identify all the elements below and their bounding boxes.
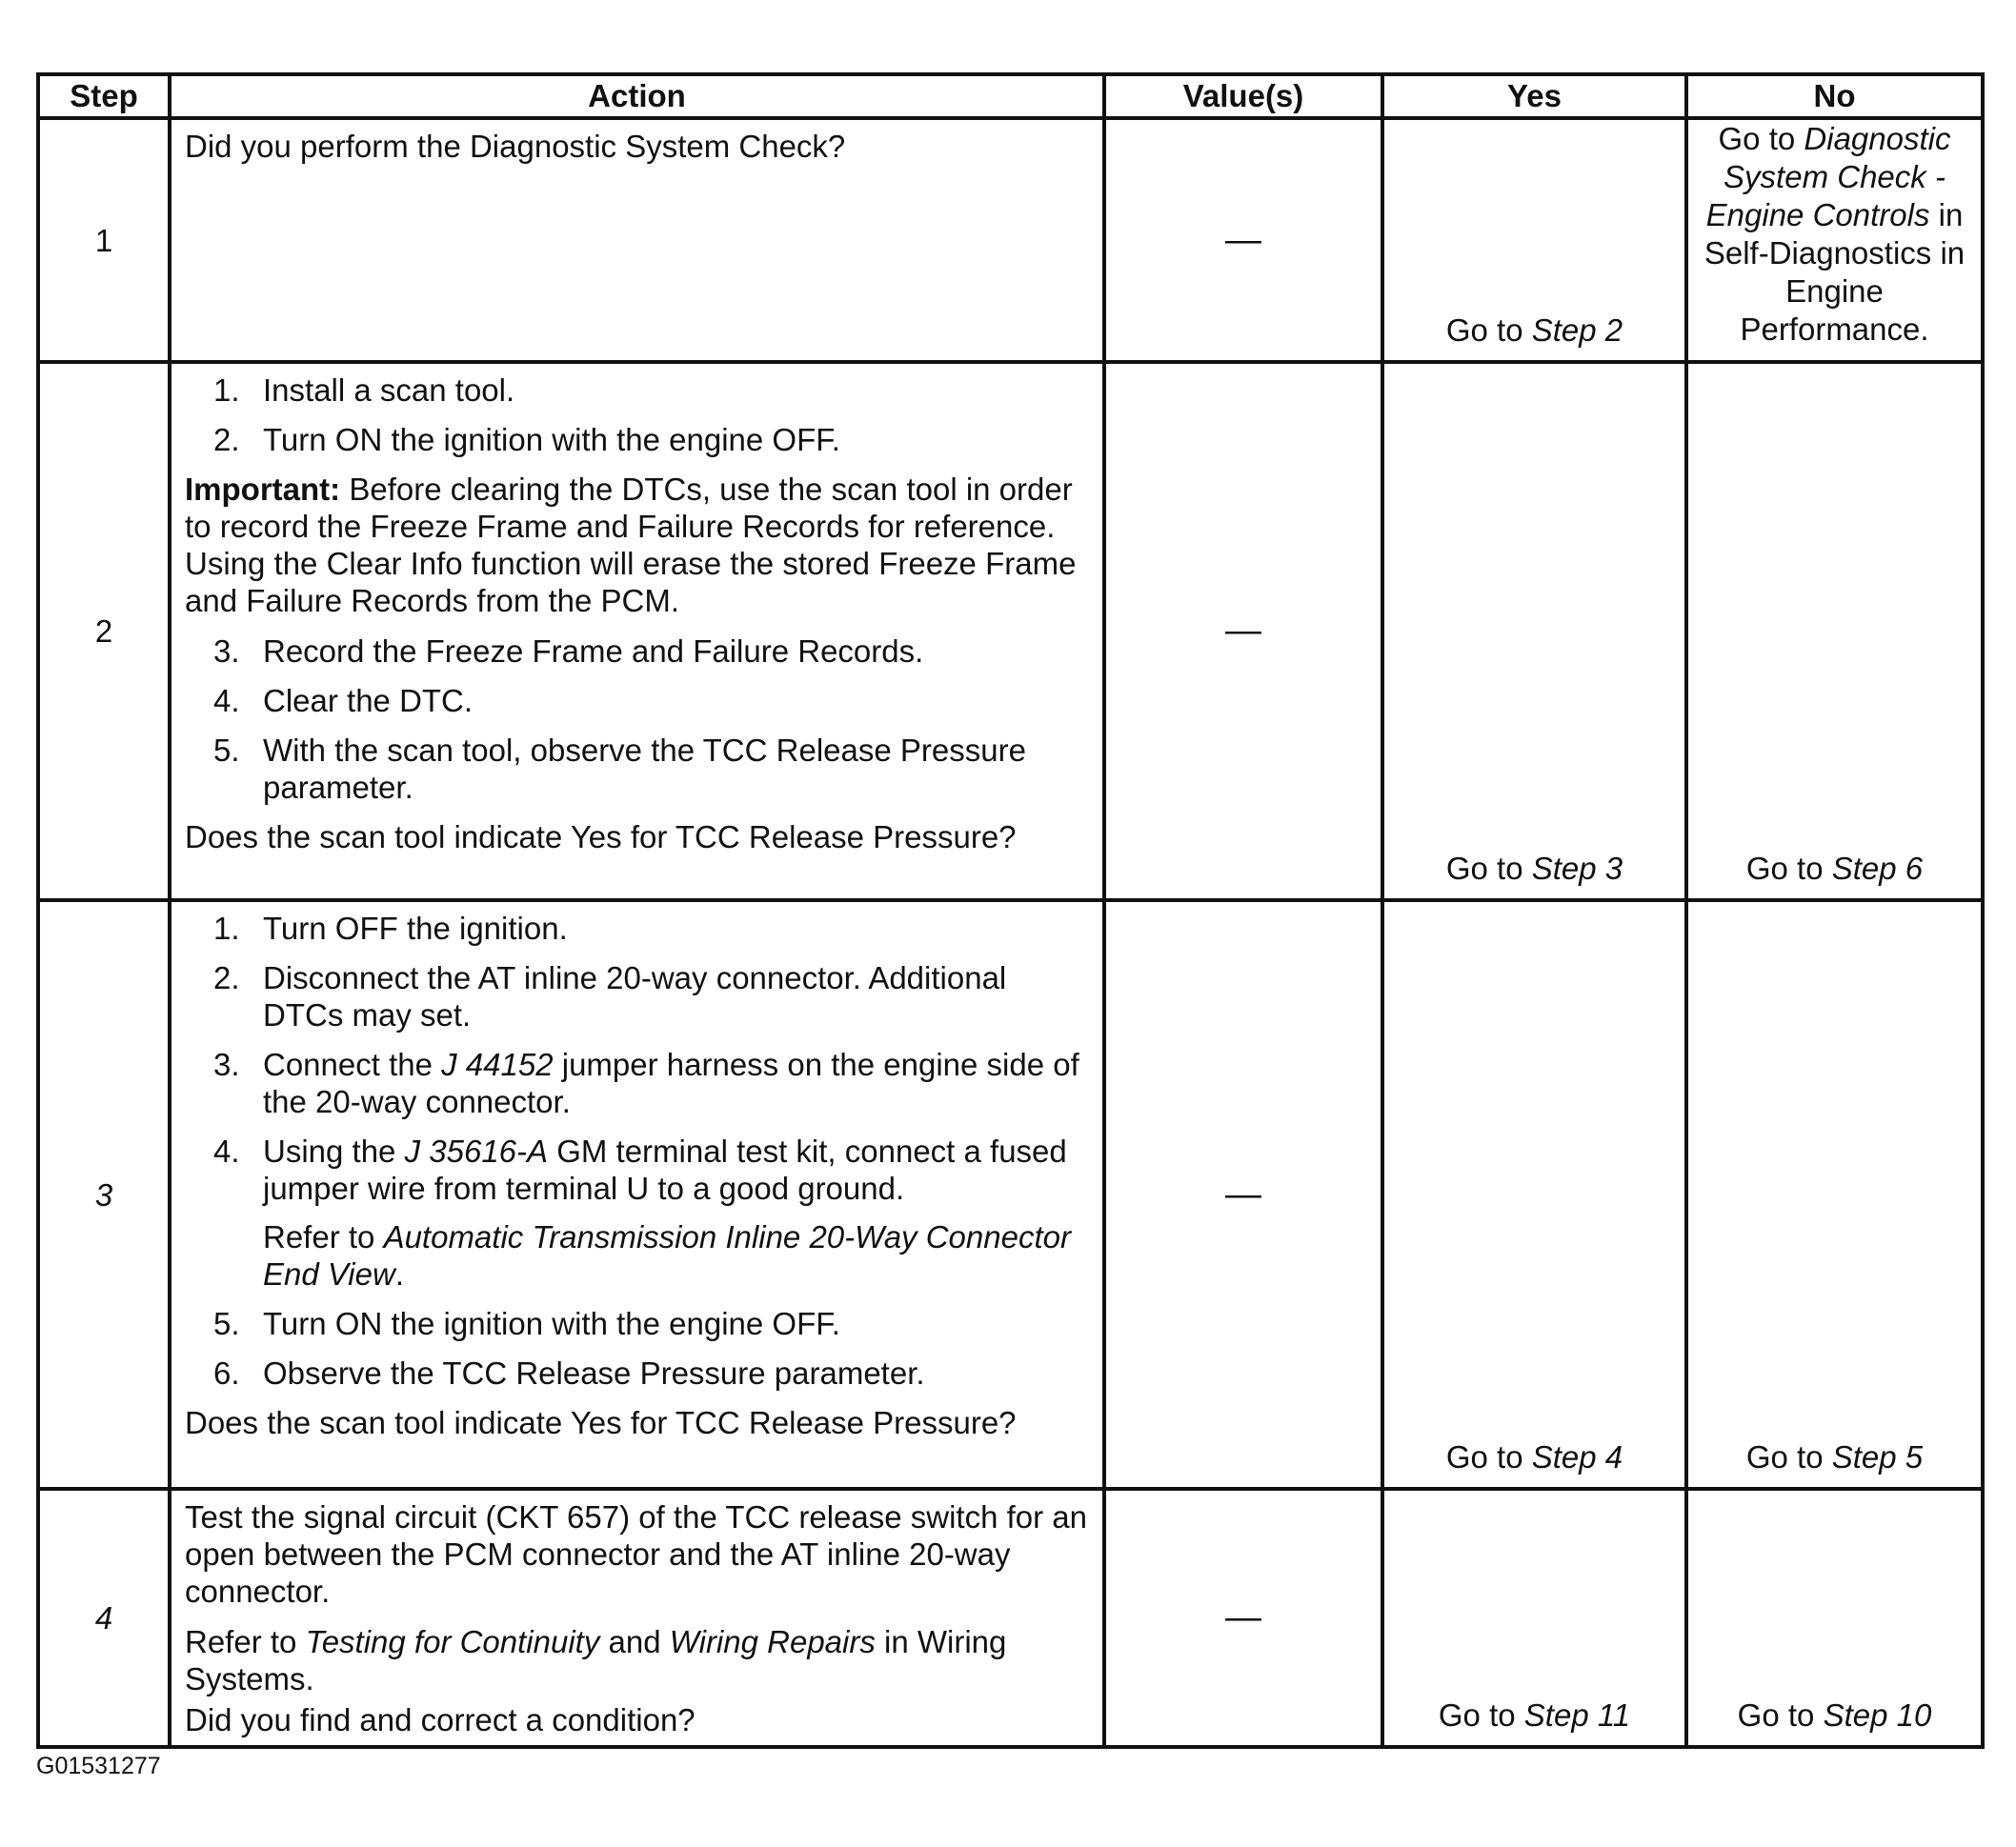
yes-cell	[1382, 900, 1686, 1489]
no-step-link[interactable]: Step 6	[1831, 851, 1924, 886]
action-question: Does the scan tool indicate Yes for TCC Release Pressure?	[185, 1405, 1017, 1440]
no-cell	[1686, 118, 1983, 362]
action-cell	[170, 1489, 1104, 1747]
list-item: 1. Install a scan tool.	[213, 372, 515, 408]
yes-step-link[interactable]: Step 3	[1531, 851, 1623, 886]
yes-prefix: Go to	[1445, 312, 1532, 348]
header-action: Action	[170, 74, 1104, 118]
header-values: Value(s)	[1104, 74, 1382, 118]
no-prefix: Go to	[1718, 121, 1804, 156]
header-no: No	[1686, 74, 1983, 118]
action-list	[185, 910, 1089, 1392]
list-item: 5. With the scan tool, observe the TCC Release Pressure parameter.	[213, 733, 1026, 805]
no-step-link[interactable]: Step 10	[1823, 1697, 1932, 1733]
no-step-link[interactable]: Step 5	[1831, 1439, 1924, 1475]
step-number: 1	[38, 118, 170, 362]
table-row-step-3	[38, 900, 1983, 1489]
yes-cell	[1382, 1489, 1686, 1747]
value-cell: —	[1104, 362, 1382, 900]
refer-note: Refer to Testing for Continuity and Wiring Repairs in Wiring Systems.	[185, 1624, 1007, 1696]
figure-code: G01531277	[36, 1753, 161, 1779]
table-header-row	[38, 74, 1983, 118]
important-label: Important:	[185, 472, 341, 507]
yes-cell	[1382, 362, 1686, 900]
list-item: 2. Turn ON the ignition with the engine OFF.	[213, 422, 840, 457]
no-suffix: in Self-Diagnostics in Engine Performance.	[1704, 197, 1966, 347]
header-step: Step	[38, 74, 170, 118]
step-number: 3	[38, 900, 170, 1489]
value-cell: —	[1104, 900, 1382, 1489]
yes-prefix: Go to	[1438, 1697, 1524, 1733]
list-item: 4. Clear the DTC.	[213, 683, 474, 718]
action-cell	[170, 900, 1104, 1489]
continuity-link[interactable]: Testing for Continuity	[305, 1624, 600, 1659]
list-item: 2. Disconnect the AT inline 20-way connector. Additional DTCs may set.	[213, 960, 1007, 1033]
action-question: Did you perform the Diagnostic System Check?	[185, 129, 846, 164]
value-cell: —	[1104, 118, 1382, 362]
list-item: 6. Observe the TCC Release Pressure parameter.	[213, 1355, 925, 1391]
action-question: Does the scan tool indicate Yes for TCC Release Pressure?	[185, 819, 1017, 854]
action-list-a	[185, 371, 1089, 458]
table-row-step-1	[38, 118, 1983, 362]
action-cell	[170, 118, 1104, 362]
yes-step-link[interactable]: Step 2	[1531, 312, 1623, 348]
important-text: Before clearing the DTCs, use the scan tool in order to record the Freeze Frame and Failure Records for reference. Using the Clear Info function will erase the stored Freeze Frame and Failure Records from the PCM.	[185, 472, 1077, 618]
list-item: 5. Turn ON the ignition with the engine OFF.	[213, 1306, 840, 1341]
yes-step-link[interactable]: Step 4	[1531, 1439, 1623, 1475]
step-number: 4	[38, 1489, 170, 1747]
action-question: Did you find and correct a condition?	[185, 1702, 696, 1737]
list-item: 3. Record the Freeze Frame and Failure Records.	[213, 633, 924, 669]
wiring-repairs-link[interactable]: Wiring Repairs	[669, 1624, 876, 1659]
yes-prefix: Go to	[1445, 851, 1532, 886]
action-list-b	[185, 632, 1089, 806]
no-cell	[1686, 362, 1983, 900]
header-yes: Yes	[1382, 74, 1686, 118]
no-cell	[1686, 1489, 1983, 1747]
list-item: 4. Using the J 35616-A GM terminal test kit, connect a fused jumper wire from terminal U to a good ground. Refer to Automatic Transmission Inline 20-Way Connector End View.	[185, 1133, 1089, 1293]
value-cell: —	[1104, 1489, 1382, 1747]
important-note	[185, 471, 1089, 619]
refer-note: Refer to Automatic Transmission Inline 20-Way Connector End View.	[263, 1219, 1071, 1292]
tool-ref: J 44152	[441, 1047, 554, 1082]
table-row-step-2	[38, 362, 1983, 900]
table-row-step-4	[38, 1489, 1983, 1747]
no-prefix: Go to	[1745, 1439, 1832, 1475]
yes-cell	[1382, 118, 1686, 362]
connector-view-link[interactable]: Automatic Transmission Inline 20-Way Connector End View	[263, 1219, 1071, 1292]
yes-step-link[interactable]: Step 11	[1523, 1697, 1631, 1733]
no-diagnostic-link[interactable]: Diagnostic System Check - Engine Controls	[1705, 121, 1951, 232]
action-cell	[170, 362, 1104, 900]
list-item: 3. Connect the J 44152 jumper harness on the engine side of the 20-way connector.	[213, 1047, 1079, 1119]
list-item: 1. Turn OFF the ignition.	[213, 911, 568, 946]
no-prefix: Go to	[1737, 1697, 1824, 1733]
diagnostic-table	[36, 72, 1985, 1749]
step-number: 2	[38, 362, 170, 900]
tool-ref: J 35616-A	[404, 1134, 549, 1169]
no-prefix: Go to	[1745, 851, 1832, 886]
no-cell	[1686, 900, 1983, 1489]
action-text: Test the signal circuit (CKT 657) of the TCC release switch for an open between the PCM connector and the AT inline 20-way connector.	[185, 1499, 1088, 1609]
yes-prefix: Go to	[1445, 1439, 1532, 1475]
